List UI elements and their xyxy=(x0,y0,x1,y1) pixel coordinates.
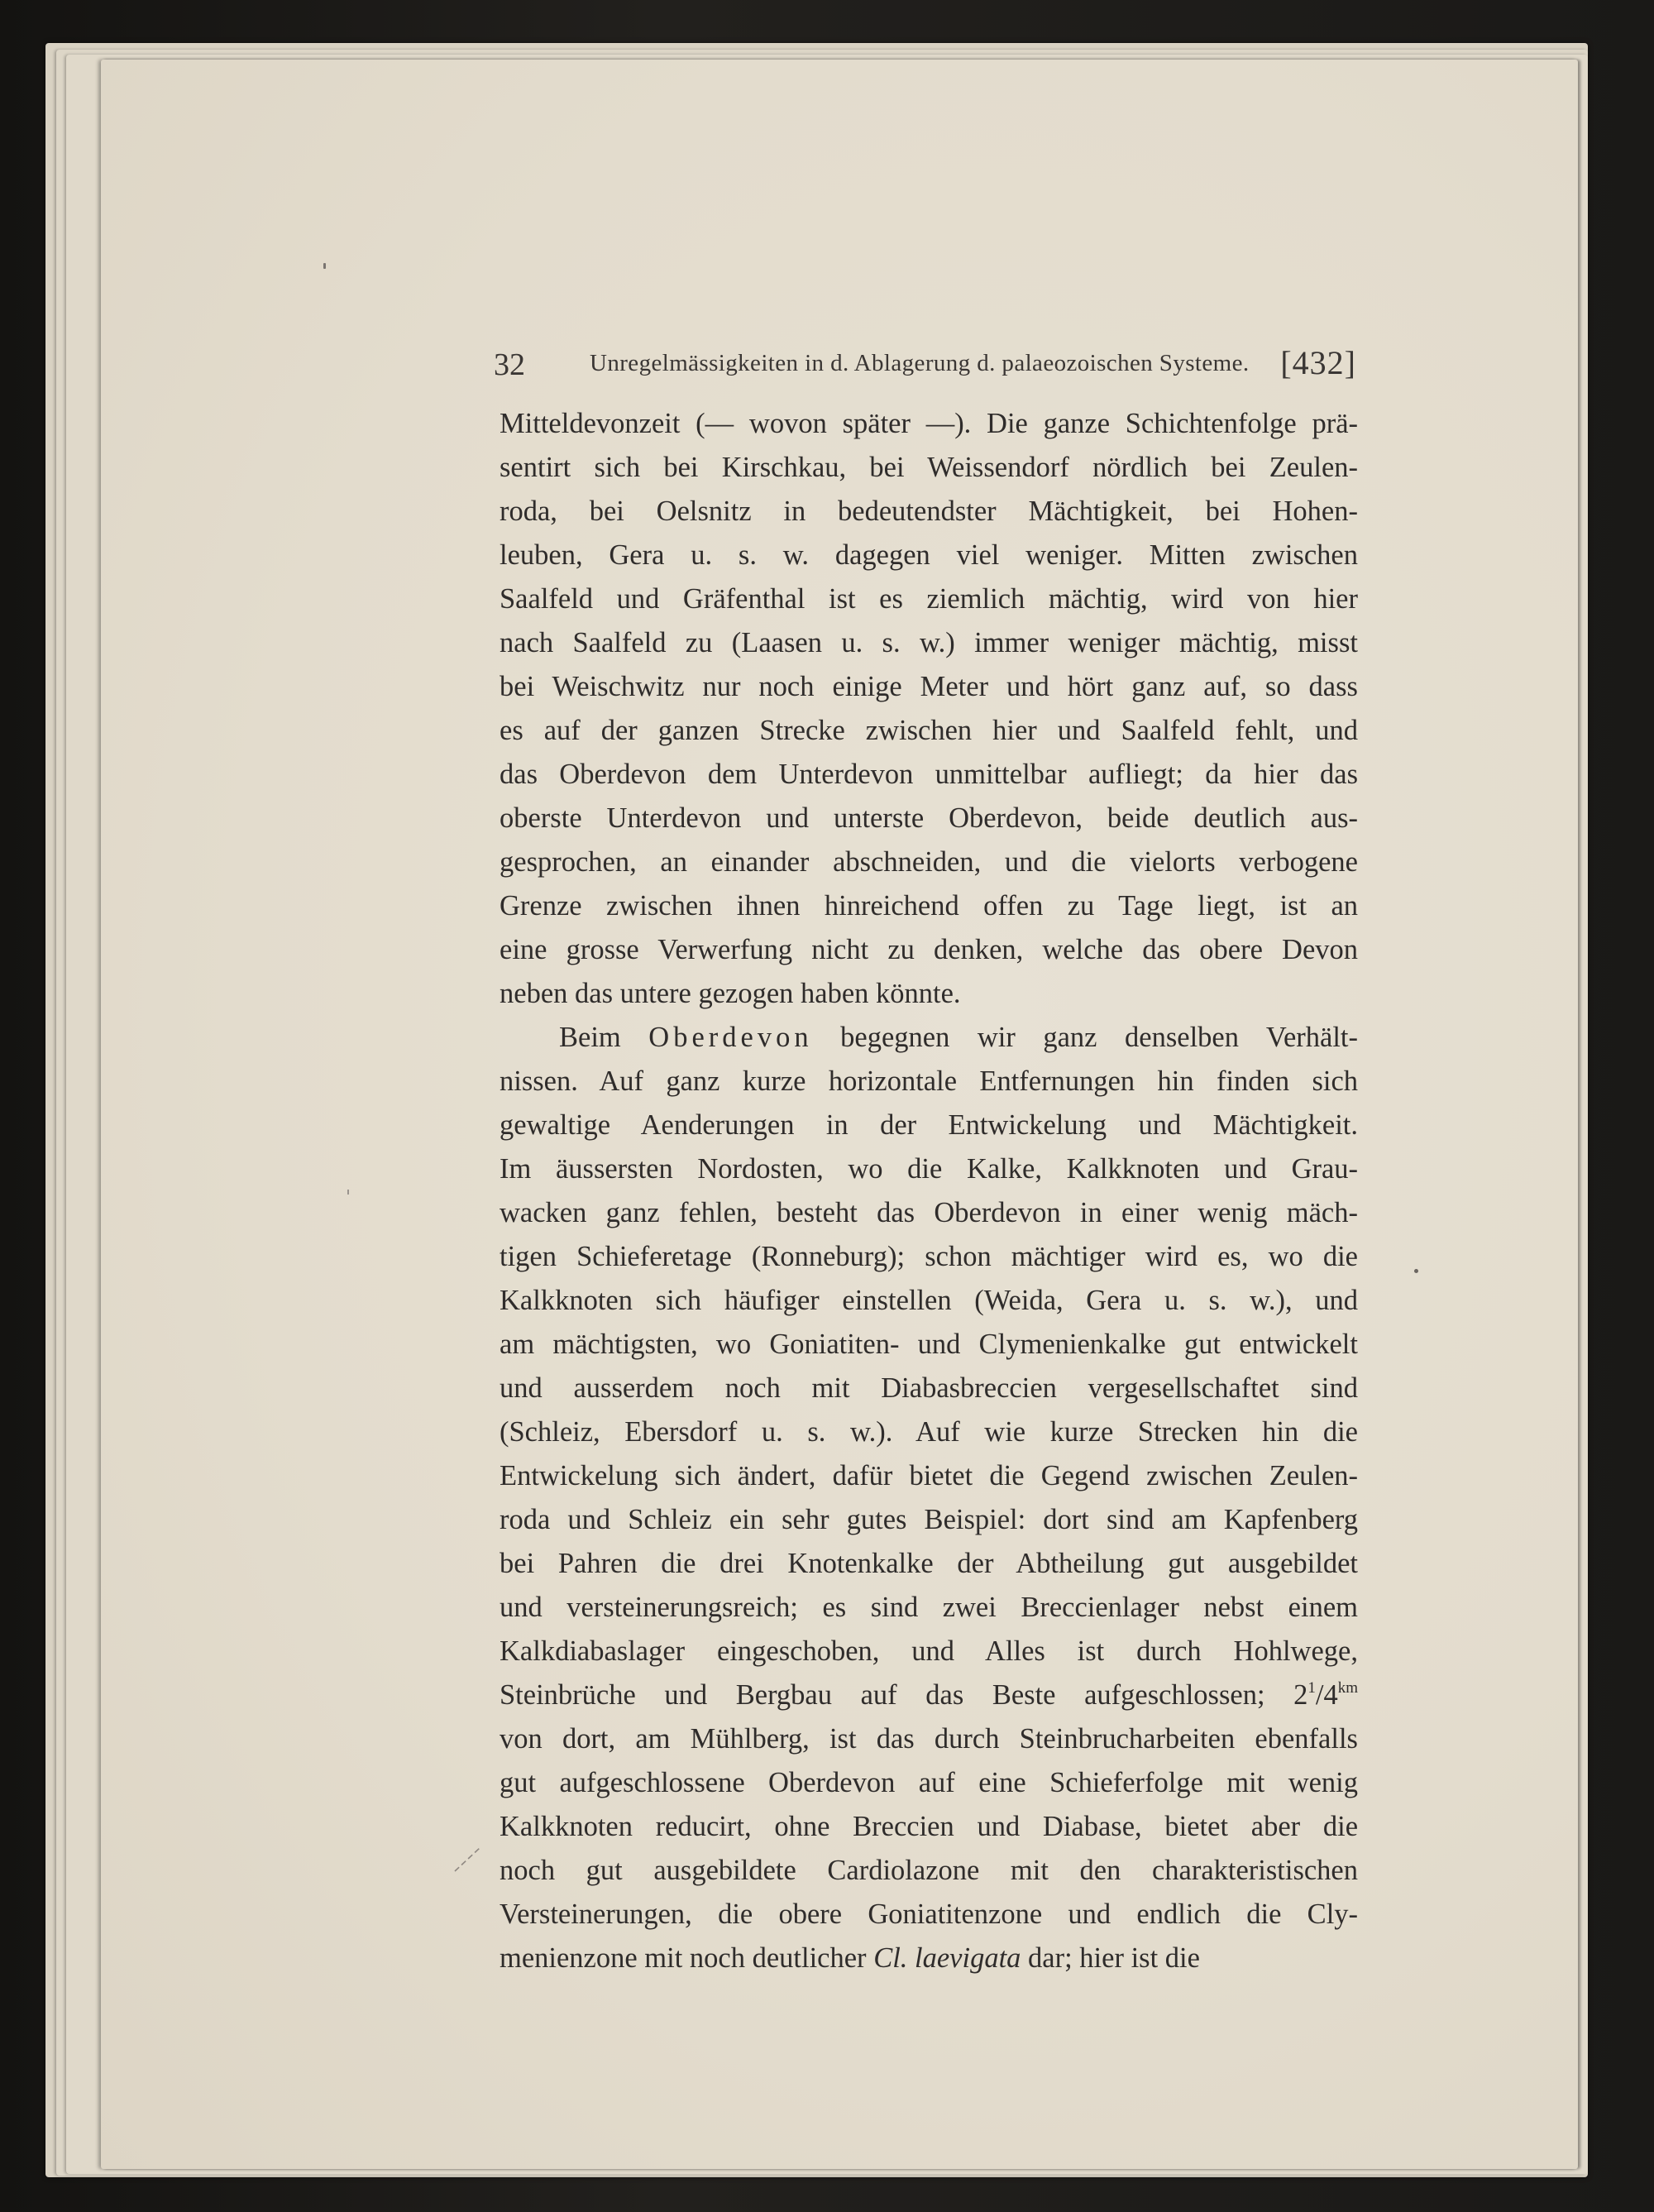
text-line: Mitteldevonzeit (— wovon später —). Die ganze Schichtenfolge prä- xyxy=(500,408,1359,439)
text-line: Saalfeld und Gräfenthal ist es ziemlich mächtig, wird von hier xyxy=(500,583,1358,615)
text-line: tigen Schieferetage (Ronneburg); schon mächtiger wird es, wo die xyxy=(500,1241,1358,1272)
text-line: und versteinerungsreich; es sind zwei Breccienlager nebst einem xyxy=(500,1592,1358,1623)
body-text xyxy=(500,402,1358,1980)
last-line xyxy=(500,1937,1358,1980)
unit-km: km xyxy=(1337,1679,1359,1697)
species-name: Cl. laevigata xyxy=(873,1942,1021,1974)
text-line: gewaltige Aenderungen in der Entwickelung und Mächtigkeit. xyxy=(500,1109,1359,1141)
text-line: leuben, Gera u. s. w. dagegen viel weniger. Mitten zwischen xyxy=(500,539,1358,571)
text-line: Kalkknoten reducirt, ohne Breccien und Diabase, bietet aber die xyxy=(500,1811,1359,1842)
text-line: es auf der ganzen Strecke zwischen hier und Saalfeld fehlt, und xyxy=(500,715,1359,746)
text-run: menienzone mit noch deutlicher xyxy=(500,1942,867,1974)
text-line: Grenze zwischen ihnen hinreichend offen zu Tage liegt, ist an xyxy=(500,890,1359,922)
text-line: roda und Schleiz ein sehr gutes Beispiel: dort sind am Kapfenberg xyxy=(500,1504,1358,1535)
text-line: von dort, am Mühlberg, ist das durch Steinbrucharbeiten ebenfalls xyxy=(500,1723,1358,1755)
text-line: eine grosse Verwerfung nicht zu denken, welche das obere Devon xyxy=(500,934,1359,965)
text-line: Entwickelung sich ändert, dafür bietet die Gegend zwischen Zeulen- xyxy=(500,1460,1358,1491)
text-run: begegnen wir ganz denselben Verhält- xyxy=(840,1022,1359,1053)
text-line: am mächtigsten, wo Goniatiten- und Clymenienkalke gut entwickelt xyxy=(500,1329,1358,1360)
page-number: 32 xyxy=(494,347,525,382)
text-line: sentirt sich bei Kirschkau, bei Weissendorf nördlich bei Zeulen- xyxy=(500,452,1358,483)
pencil-mark xyxy=(452,1841,485,1874)
text-line: noch gut ausgebildete Cardiolazone mit den charakteristischen xyxy=(500,1855,1358,1886)
text-line: nissen. Auf ganz kurze horizontale Entfernungen hin finden sich xyxy=(500,1065,1359,1097)
text-line: das Oberdevon dem Unterdevon unmittelbar aufliegt; da hier das xyxy=(500,759,1358,790)
text-line: oberste Unterdevon und unterste Oberdevon, beide deutlich aus- xyxy=(500,802,1359,834)
distance-line xyxy=(500,1673,1358,1717)
speck-mark xyxy=(323,263,326,269)
fraction-numerator: 1 xyxy=(1307,1679,1316,1697)
text-run: Steinbrüche und Bergbau auf das Beste aufgeschlossen; 2 xyxy=(500,1679,1308,1711)
text-line: (Schleiz, Ebersdorf u. s. w.). Auf wie kurze Strecken hin die xyxy=(500,1416,1358,1448)
text-line: bei Weischwitz nur noch einige Meter und hört ganz auf, so dass xyxy=(500,671,1358,702)
text-line: gut aufgeschlossene Oberdevon auf eine Schieferfolge mit wenig xyxy=(500,1767,1359,1798)
text-line: bei Pahren die drei Knotenkalke der Abtheilung gut ausgebildet xyxy=(500,1548,1358,1579)
running-head xyxy=(494,342,1356,383)
text-line: und ausserdem noch mit Diabasbreccien vergesellschaftet sind xyxy=(500,1372,1358,1404)
text-line: gesprochen, an einander abschneiden, und die vielorts verbogene xyxy=(500,846,1358,878)
paragraph-start-line xyxy=(500,1016,1358,1060)
original-page-number: [432] xyxy=(1280,344,1356,381)
text-line: Kalkknoten sich häufiger einstellen (Weida, Gera u. s. w.), und xyxy=(500,1285,1358,1316)
text-run: Beim xyxy=(559,1022,621,1053)
text-line: roda, bei Oelsnitz in bedeutendster Mächtigkeit, bei Hohen- xyxy=(500,496,1358,527)
text-run: dar; hier ist die xyxy=(1028,1942,1200,1974)
text-line: neben das untere gezogen haben könnte. xyxy=(500,978,961,1009)
text-line: Im äussersten Nordosten, wo die Kalke, Kalkknoten und Grau- xyxy=(500,1153,1359,1185)
text-line: Versteinerungen, die obere Goniatitenzone und endlich die Cly- xyxy=(500,1898,1359,1930)
spaced-term: Oberdevon xyxy=(648,1022,813,1053)
speck-mark xyxy=(1414,1269,1418,1273)
running-title: Unregelmässigkeiten in d. Ablagerung d. palaeozoischen Systeme. xyxy=(590,350,1250,376)
fraction-denominator: /4 xyxy=(1315,1679,1338,1711)
text-line: wacken ganz fehlen, besteht das Oberdevon in einer wenig mäch- xyxy=(500,1197,1358,1228)
text-line: Kalkdiabaslager eingeschoben, und Alles ist durch Hohlwege, xyxy=(500,1635,1358,1667)
text-line: nach Saalfeld zu (Laasen u. s. w.) immer weniger mächtig, misst xyxy=(500,627,1358,658)
speck-mark xyxy=(347,1190,349,1195)
